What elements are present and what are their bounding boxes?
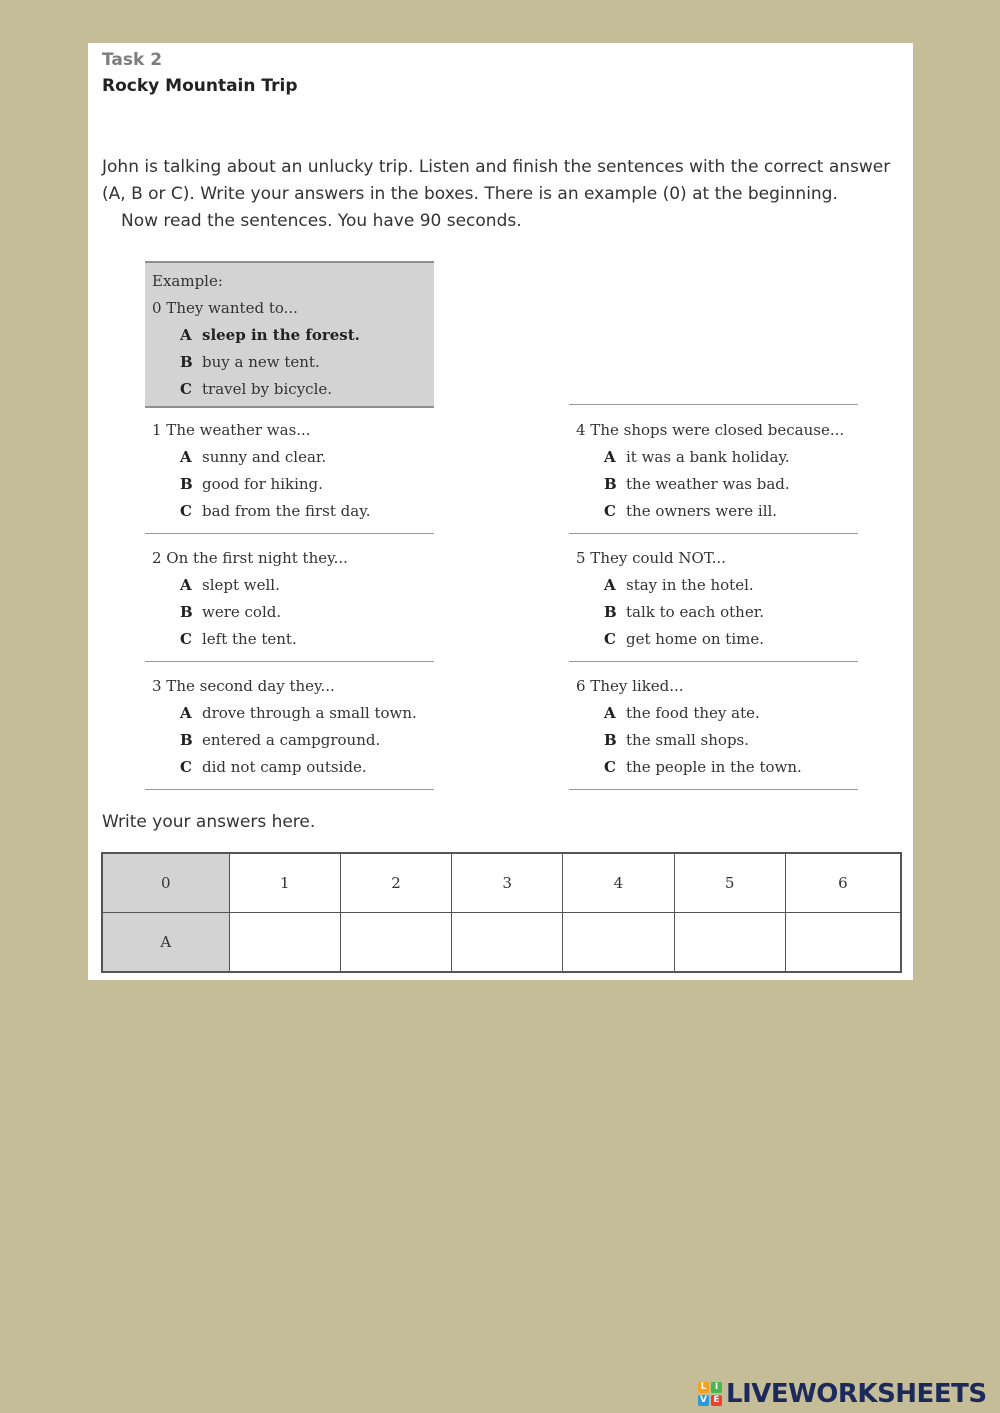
question-stem: 2 On the first night they... (152, 549, 348, 567)
option-a (180, 448, 326, 466)
option-letter: B (180, 603, 193, 621)
option-b (180, 603, 281, 621)
option-c (604, 758, 802, 776)
question-4 (569, 413, 858, 533)
question-3 (145, 670, 434, 790)
question-2 (145, 542, 434, 662)
answer-box-3[interactable] (452, 913, 563, 973)
question-stem: 1 The weather was... (152, 421, 311, 439)
logo-icon-letter: L (698, 1382, 709, 1393)
option-letter: B (604, 475, 617, 493)
option-letter: C (604, 630, 616, 648)
logo-icon-letter: I (711, 1382, 722, 1393)
worksheet-page (88, 43, 913, 980)
answer-header-1: 1 (229, 853, 340, 913)
logo-icon-letter: E (711, 1395, 722, 1406)
option-text: left the tent. (202, 630, 297, 648)
answer-box-1[interactable] (229, 913, 340, 973)
answer-header-row (102, 853, 901, 913)
option-b (180, 475, 323, 493)
option-text: drove through a small town. (202, 704, 417, 722)
question-6 (569, 670, 858, 790)
option-b (604, 603, 764, 621)
option-text: buy a new tent. (202, 353, 320, 371)
divider (145, 789, 434, 790)
option-letter: A (180, 704, 192, 722)
example-box (145, 261, 434, 408)
option-text: the people in the town. (626, 758, 802, 776)
example-stem: 0 They wanted to... (152, 299, 298, 317)
option-text: good for hiking. (202, 475, 323, 493)
answer-header-2: 2 (340, 853, 451, 913)
logo-icon-letter: V (698, 1395, 709, 1406)
option-letter: A (180, 326, 192, 344)
option-text: were cold. (202, 603, 282, 621)
option-c (604, 630, 764, 648)
answer-header-4: 4 (563, 853, 674, 913)
option-text: get home on time. (626, 630, 764, 648)
option-text: did not camp outside. (202, 758, 367, 776)
answers-label: Write your answers here. (102, 812, 316, 832)
option-c (180, 758, 367, 776)
logo-text: LIVEWORKSHEETS (726, 1379, 987, 1409)
example-option-a (180, 326, 360, 344)
divider (145, 661, 434, 662)
option-text: sleep in the forest. (202, 326, 360, 344)
option-text: the weather was bad. (626, 475, 790, 493)
option-c (604, 502, 777, 520)
option-letter: B (180, 475, 193, 493)
option-text: slept well. (202, 576, 280, 594)
option-b (180, 731, 380, 749)
option-text: the small shops. (626, 731, 750, 749)
option-letter: C (180, 380, 192, 398)
option-letter: A (604, 704, 616, 722)
option-c (180, 502, 370, 520)
option-letter: C (604, 502, 616, 520)
option-text: bad from the first day. (202, 502, 371, 520)
option-letter: C (180, 502, 192, 520)
divider (145, 533, 434, 534)
option-letter: B (604, 603, 617, 621)
option-letter: A (180, 576, 192, 594)
option-letter: C (180, 630, 192, 648)
logo-icon (698, 1382, 722, 1406)
answer-table (101, 852, 902, 973)
example-option-b (180, 353, 320, 371)
option-c (180, 630, 297, 648)
option-text: it was a bank holiday. (626, 448, 790, 466)
answer-box-6[interactable] (785, 913, 901, 973)
answer-header-6: 6 (785, 853, 901, 913)
question-5 (569, 542, 858, 662)
option-a (604, 448, 790, 466)
answer-box-4[interactable] (563, 913, 674, 973)
option-letter: C (604, 758, 616, 776)
divider (569, 661, 858, 662)
option-b (604, 475, 790, 493)
option-letter: B (180, 353, 193, 371)
question-stem: 5 They could NOT... (576, 549, 726, 567)
option-a (604, 704, 760, 722)
answer-box-5[interactable] (674, 913, 785, 973)
question-1 (145, 413, 434, 533)
instruction-line-3: Now read the sentences. You have 90 seconds. (121, 211, 522, 231)
option-text: the food they ate. (626, 704, 760, 722)
option-a (180, 704, 417, 722)
option-letter: A (604, 448, 616, 466)
divider (569, 404, 858, 405)
answer-header-5: 5 (674, 853, 785, 913)
example-option-c (180, 380, 332, 398)
option-text: the owners were ill. (626, 502, 778, 520)
liveworksheets-logo (698, 1378, 987, 1410)
instruction-line-2: (A, B or C). Write your answers in the boxes. There is an example (0) at the beginning. (102, 184, 838, 204)
answer-example-cell: A (102, 913, 229, 973)
instruction-line-1: John is talking about an unlucky trip. Listen and finish the sentences with the correct answer (102, 157, 891, 177)
option-letter: B (180, 731, 193, 749)
option-letter: B (604, 731, 617, 749)
option-a (180, 576, 280, 594)
answer-header-0: 0 (102, 853, 229, 913)
question-stem: 6 They liked... (576, 677, 684, 695)
divider (569, 533, 858, 534)
option-text: travel by bicycle. (202, 380, 333, 398)
answer-input-row (102, 913, 901, 973)
option-letter: A (180, 448, 192, 466)
question-stem: 4 The shops were closed because... (576, 421, 845, 439)
option-text: talk to each other. (626, 603, 764, 621)
example-label: Example: (152, 272, 223, 290)
option-letter: C (180, 758, 192, 776)
option-text: entered a campground. (202, 731, 381, 749)
answer-header-3: 3 (452, 853, 563, 913)
option-letter: A (604, 576, 616, 594)
option-text: stay in the hotel. (626, 576, 754, 594)
question-stem: 3 The second day they... (152, 677, 335, 695)
divider (569, 789, 858, 790)
option-a (604, 576, 754, 594)
option-text: sunny and clear. (202, 448, 327, 466)
task-title: Rocky Mountain Trip (102, 76, 298, 96)
answer-box-2[interactable] (340, 913, 451, 973)
task-number: Task 2 (102, 50, 163, 70)
option-b (604, 731, 749, 749)
